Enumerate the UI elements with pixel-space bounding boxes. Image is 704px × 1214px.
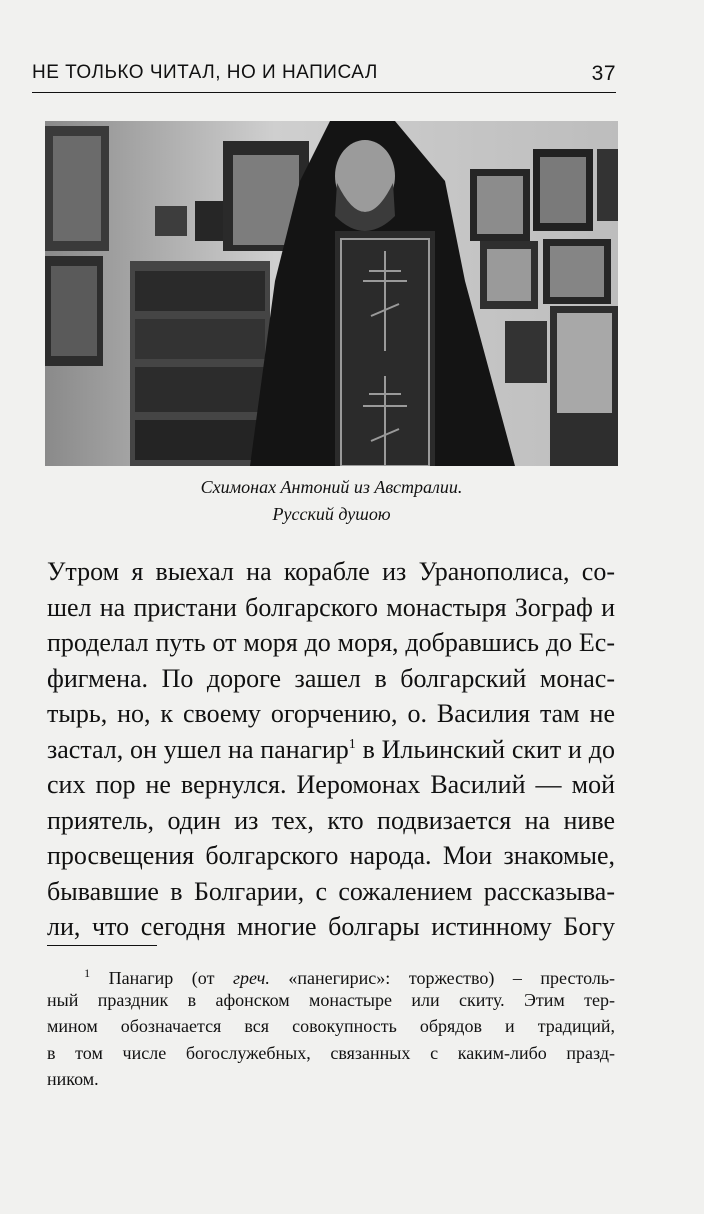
body-line-part: застал, он ушел на панагир	[47, 734, 349, 764]
photo-caption	[45, 474, 618, 528]
footnote-text: Панагир (от	[108, 968, 215, 988]
body-paragraph	[47, 554, 615, 945]
body-line: фигмена. По дороге зашел в болгарский монас-	[47, 663, 615, 693]
footnote	[47, 960, 615, 1093]
body-line: ли, что сегодня многие болгары истинному Богу	[47, 912, 615, 941]
footnote-reference: 1	[348, 736, 356, 752]
body-line-part: в Ильинский скит и до	[362, 734, 615, 764]
body-line: тырь, но, к своему огорчению, о. Василия там не	[47, 699, 615, 728]
footnote-italic: греч.	[232, 968, 270, 988]
footnote-line: в том числе богослужебных, связанных с каким-либо празд-	[47, 1042, 615, 1063]
body-line: шел на пристани болгарского монастыря Зограф и	[47, 592, 615, 622]
running-header-title: НЕ ТОЛЬКО ЧИТАЛ, НО И НАПИСАЛ	[32, 62, 378, 83]
footnote-text: «панегирис»: торжество) – престоль-	[288, 968, 616, 988]
page-number: 37	[591, 62, 616, 85]
caption-line-2: Русский душою	[272, 504, 391, 524]
footnote-line: мином обозначается вся совокупность обрядов и традиций,	[47, 1016, 615, 1036]
body-line: бывавшие в Болгарии, с сожалением рассказыва-	[47, 876, 615, 906]
body-line: сих пор не вернулся. Иеромонах Василий — мой	[47, 770, 615, 799]
footnote-marker: 1	[84, 966, 91, 980]
running-header	[32, 62, 616, 93]
caption-line-1: Схимонах Антоний из Австралии.	[200, 477, 463, 497]
footnote-line	[47, 960, 615, 987]
photo-illustration	[45, 121, 618, 466]
footnote-line: ный праздник в афонском монастыре или скиту. Этим тер-	[47, 989, 615, 1010]
footnote-divider	[47, 945, 157, 946]
body-line-with-footnote	[47, 732, 615, 768]
body-line: просвещения болгарского народа. Мои знакомые,	[47, 841, 615, 870]
body-line: Утром я выехал на корабле из Уранополиса, со-	[47, 557, 615, 586]
body-line: приятель, один из тех, кто подвизается на ниве	[47, 805, 615, 835]
body-line: проделал путь от моря до моря, добравшись до Ес-	[47, 628, 615, 657]
photo-monk-portrait	[45, 121, 618, 466]
footnote-line: ником.	[47, 1069, 99, 1089]
